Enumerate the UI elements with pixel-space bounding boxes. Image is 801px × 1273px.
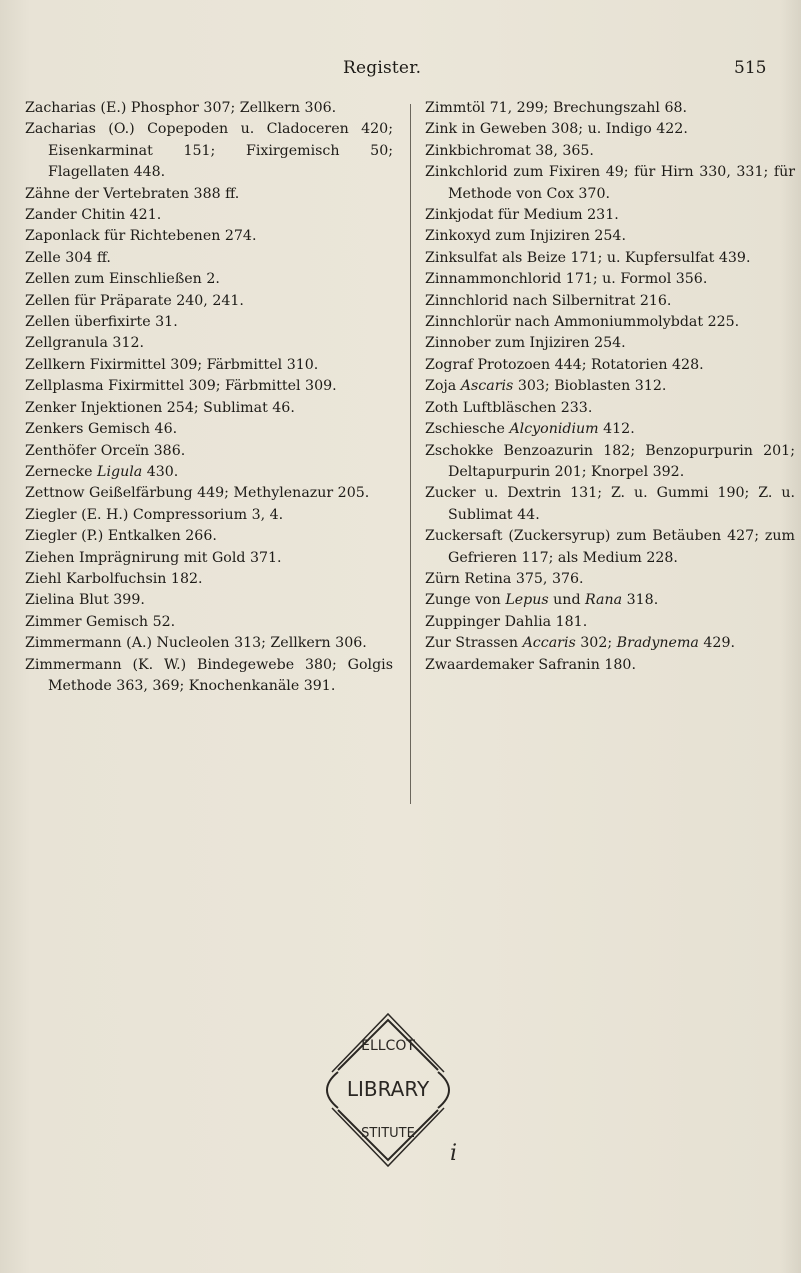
entry-text: Ziehen Imprägnirung mit Gold 371. (25, 549, 282, 566)
taxon-name: Ligula (97, 463, 143, 480)
index-column-right (425, 98, 795, 676)
entry-text: Zelle 304 ff. (25, 249, 111, 266)
entry-text: Zinkoxyd zum Injiziren 254. (425, 228, 626, 245)
index-entry (425, 376, 795, 397)
entry-text: Zimmtöl 71, 299; Brechungszahl 68. (425, 100, 688, 116)
entry-text: 430. (142, 463, 179, 480)
stamp-label: LIBRARY (346, 1077, 430, 1101)
taxon-name: Alcyonidium (509, 421, 599, 438)
taxon-name: Bradynema (616, 635, 699, 652)
index-entry (25, 419, 393, 440)
index-entry (25, 483, 393, 504)
page-number: 515 (734, 58, 767, 78)
entry-text: Zink in Geweben 308; u. Indigo 422. (425, 121, 688, 138)
entry-text: Zenker Injektionen 254; Sublimat 46. (25, 399, 295, 416)
svg-text:STITUTE: STITUTE (361, 1126, 415, 1141)
entry-text: Zenkers Gemisch 46. (25, 421, 178, 438)
entry-text: Zellen für Präparate 240, 241. (25, 292, 244, 309)
entry-text: Zinnchlorür nach Ammoniummolybdat 225. (425, 314, 740, 331)
entry-text: Zettnow Geißelfärbung 449; Methylenazur 205. (25, 485, 370, 502)
index-entry (425, 269, 795, 290)
entry-text: Zellen zum Einschließen 2. (25, 271, 220, 288)
entry-text: Zielina Blut 399. (25, 592, 145, 609)
entry-text: Zacharias (O.) Copepoden u. Cladoceren 420; Eisenkarminat 151; Fixirgemisch 50; Flagellaten 448. (25, 121, 393, 181)
index-entry (25, 526, 393, 547)
index-entry (25, 355, 393, 376)
column-divider (410, 104, 411, 804)
entry-text: Zernecke (25, 463, 98, 480)
index-entry (25, 505, 393, 526)
index-entry (425, 419, 795, 440)
index-entry (425, 226, 795, 247)
index-entry (425, 119, 795, 140)
entry-text: Zellgranula 312. (25, 335, 145, 352)
index-entry (425, 483, 795, 526)
index-entry (425, 333, 795, 354)
entry-text: und (548, 592, 586, 609)
entry-text: Zuppinger Dahlia 181. (425, 613, 588, 630)
entry-text: Zander Chitin 421. (25, 207, 162, 224)
index-entry (25, 398, 393, 419)
index-entry (25, 569, 393, 590)
entry-text: Zur Strassen (425, 635, 523, 652)
stamp-mark: i (450, 1141, 458, 1166)
entry-text: Zellen überfixirte 31. (25, 314, 178, 331)
library-stamp (308, 1010, 468, 1170)
entry-text: 303; Bioblasten 312. (513, 378, 667, 395)
index-entry (425, 526, 795, 569)
entry-text: Zschiesche (425, 421, 510, 438)
entry-text: Zenthöfer Orceïn 386. (25, 442, 186, 459)
entry-text: Zähne der Vertebraten 388 ff. (25, 185, 240, 202)
index-entry (425, 655, 795, 676)
entry-text: Zograf Protozoen 444; Rotatorien 428. (425, 356, 704, 373)
index-entry (425, 248, 795, 269)
index-entry (25, 98, 393, 119)
index-entry (425, 569, 795, 590)
index-entry (425, 612, 795, 633)
index-entry (25, 205, 393, 226)
entry-text: 429. (698, 635, 735, 652)
index-entry (25, 119, 393, 183)
index-entry (25, 590, 393, 611)
entry-text: Ziehl Karbolfuchsin 182. (25, 570, 203, 587)
entry-text: Zinkjodat für Medium 231. (425, 207, 619, 224)
index-entry (425, 633, 795, 654)
entry-text: Zimmermann (K. W.) Bindegewebe 380; Golgis Methode 363, 369; Knochenkanäle 391. (25, 656, 393, 694)
running-header: Register. (343, 58, 422, 78)
entry-text: Zinkbichromat 38, 365. (425, 142, 594, 159)
taxon-name: Accaris (522, 635, 576, 652)
svg-text:ELLCOT: ELLCOT (361, 1038, 415, 1054)
index-entry (25, 655, 393, 698)
index-entry (425, 162, 795, 205)
index-entry (425, 98, 795, 119)
index-entry (425, 141, 795, 162)
index-entry (425, 590, 795, 611)
index-entry (25, 184, 393, 205)
index-entry (425, 205, 795, 226)
index-entry (25, 312, 393, 333)
index-entry (25, 226, 393, 247)
entry-text: Zürn Retina 375, 376. (425, 570, 584, 587)
index-entry (25, 291, 393, 312)
index-entry (25, 248, 393, 269)
entry-text: Zinksulfat als Beize 171; u. Kupfersulfat 439. (425, 249, 751, 266)
entry-text: Zucker u. Dextrin 131; Z. u. Gummi 190; Z. u. Sublimat 44. (425, 485, 795, 523)
entry-text: Zinkchlorid zum Fixiren 49; für Hirn 330, 331; für Methode von Cox 370. (425, 164, 795, 202)
index-entry (25, 633, 393, 654)
entry-text: Zoth Luftbläschen 233. (425, 399, 593, 416)
taxon-name: Lepus (505, 592, 549, 609)
entry-text: Zunge von (425, 592, 506, 609)
index-entry (425, 312, 795, 333)
entry-text: Zaponlack für Richtebenen 274. (25, 228, 257, 245)
entry-text: Zoja (425, 378, 461, 395)
index-entry (425, 441, 795, 484)
entry-text: 318. (622, 592, 659, 609)
index-entry (25, 441, 393, 462)
entry-text: 302; (575, 635, 617, 652)
index-entry (425, 291, 795, 312)
entry-text: Zinnammonchlorid 171; u. Formol 356. (425, 271, 708, 288)
entry-text: Zuckersaft (Zuckersyrup) zum Betäuben 427; zum Gefrieren 117; als Medium 228. (425, 528, 795, 566)
entry-text: Zimmermann (A.) Nucleolen 313; Zellkern 306. (25, 635, 367, 652)
library-stamp-graphic (308, 1010, 468, 1170)
entry-text: Zacharias (E.) Phosphor 307; Zellkern 306. (25, 100, 337, 116)
index-entry (25, 333, 393, 354)
taxon-name: Rana (585, 592, 623, 609)
entry-text: Ziegler (P.) Entkalken 266. (25, 528, 217, 545)
taxon-name: Ascaris (460, 378, 514, 395)
entry-text: Zinnober zum Injiziren 254. (425, 335, 626, 352)
entry-text: Zschokke Benzoazurin 182; Benzopurpurin 201; Deltapurpurin 201; Knorpel 392. (425, 442, 795, 480)
index-entry (425, 398, 795, 419)
index-entry (25, 462, 393, 483)
entry-text: Ziegler (E. H.) Compressorium 3, 4. (25, 506, 284, 523)
index-entry (25, 548, 393, 569)
index-entry (425, 355, 795, 376)
entry-text: Zwaardemaker Safranin 180. (425, 656, 636, 673)
index-entry (25, 269, 393, 290)
entry-text: 412. (598, 421, 635, 438)
entry-text: Zellplasma Fixirmittel 309; Färbmittel 309. (25, 378, 337, 395)
entry-text: Zellkern Fixirmittel 309; Färbmittel 310. (25, 356, 319, 373)
entry-text: Zinnchlorid nach Silbernitrat 216. (425, 292, 672, 309)
entry-text: Zimmer Gemisch 52. (25, 613, 176, 630)
index-entry (25, 612, 393, 633)
index-entry (25, 376, 393, 397)
index-column-left (25, 98, 393, 697)
